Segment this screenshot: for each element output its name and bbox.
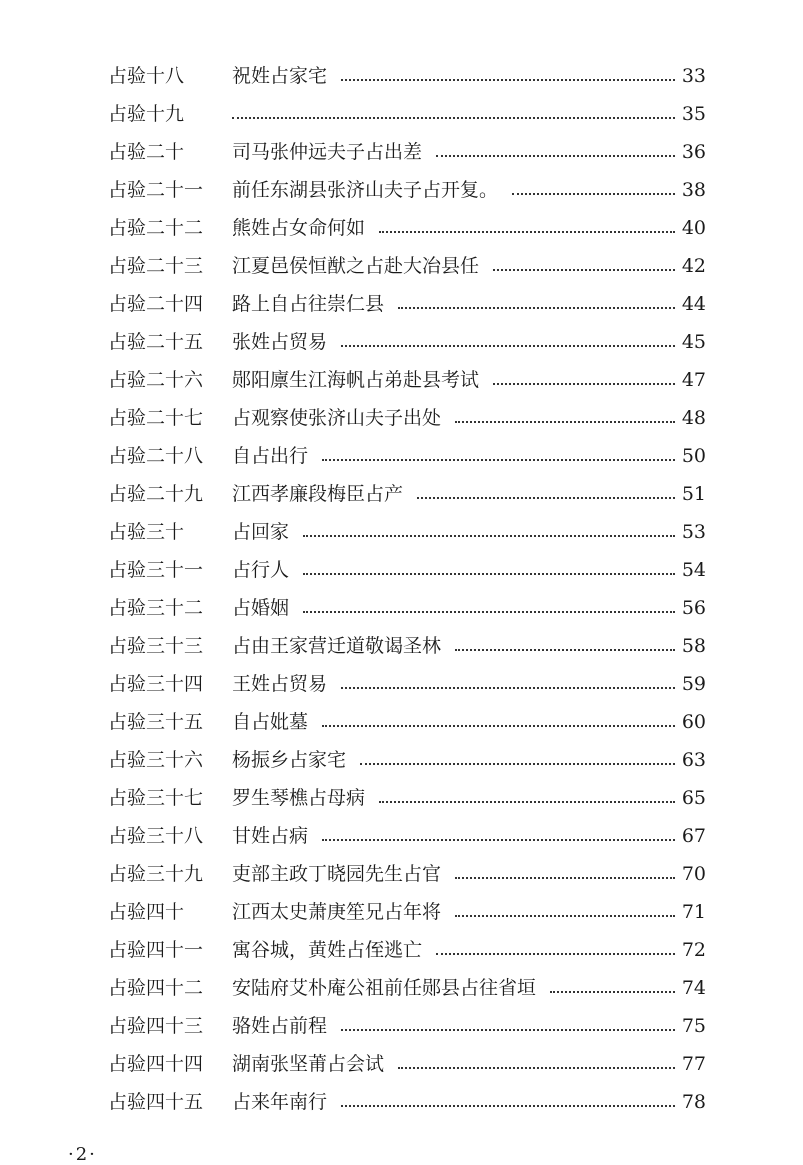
entry-title: 吏部主政丁晓园先生占官 — [232, 863, 442, 885]
entry-number: 占验三十六 — [108, 749, 204, 771]
entry-page: 74 — [681, 977, 706, 999]
entry-number: 占验四十四 — [108, 1053, 204, 1075]
entry-page: 56 — [681, 597, 706, 619]
entry-title: 占婚姻 — [232, 597, 290, 619]
entry-page: 75 — [681, 1015, 706, 1037]
toc-entry — [0, 893, 803, 931]
toc-entry — [0, 57, 803, 95]
entry-number: 占验四十五 — [108, 1091, 204, 1113]
entry-number: 占验二十七 — [108, 407, 204, 429]
entry-title: 前任东湖县张济山夫子占开复。 — [232, 179, 499, 201]
entry-number: 占验三十 — [108, 521, 185, 543]
dot-leader — [455, 649, 675, 651]
entry-number: 占验三十一 — [108, 559, 204, 581]
dot-leader — [341, 1029, 675, 1031]
toc-entry — [0, 475, 803, 513]
dot-leader — [550, 991, 675, 993]
entry-page: 38 — [681, 179, 706, 201]
dot-leader — [512, 193, 675, 195]
entry-page: 78 — [681, 1091, 706, 1113]
entry-page: 53 — [681, 521, 706, 543]
entry-number: 占验二十五 — [108, 331, 204, 353]
entry-title: 自占妣墓 — [232, 711, 309, 733]
dot-leader — [417, 497, 675, 499]
toc-entry — [0, 855, 803, 893]
entry-page: 40 — [681, 217, 706, 239]
toc-entry — [0, 171, 803, 209]
toc-entry — [0, 969, 803, 1007]
entry-title: 祝姓占家宅 — [232, 65, 328, 87]
entry-title: 自占出行 — [232, 445, 309, 467]
entry-page: 44 — [681, 293, 706, 315]
entry-number: 占验十八 — [108, 65, 185, 87]
entry-number: 占验三十八 — [108, 825, 204, 847]
entry-number: 占验三十九 — [108, 863, 204, 885]
entry-title: 占行人 — [232, 559, 290, 581]
toc-entry — [0, 817, 803, 855]
toc-entry — [0, 247, 803, 285]
dot-leader — [303, 573, 675, 575]
dot-leader — [322, 725, 675, 727]
dot-leader — [341, 345, 675, 347]
dot-leader — [379, 801, 675, 803]
entry-title: 江西孝廉段梅臣占产 — [232, 483, 404, 505]
entry-title: 杨振乡占家宅 — [232, 749, 347, 771]
entry-title: 占由王家营迁道敬谒圣林 — [232, 635, 442, 657]
toc-entry — [0, 931, 803, 969]
dot-leader — [398, 1067, 675, 1069]
dot-leader — [398, 307, 675, 309]
dot-leader — [341, 79, 675, 81]
entry-page: 60 — [681, 711, 706, 733]
entry-page: 71 — [681, 901, 706, 923]
entry-number: 占验二十九 — [108, 483, 204, 505]
toc-entry — [0, 589, 803, 627]
entry-page: 47 — [681, 369, 706, 391]
entry-page: 63 — [681, 749, 706, 771]
toc-entry — [0, 551, 803, 589]
entry-number: 占验二十六 — [108, 369, 204, 391]
entry-page: 45 — [681, 331, 706, 353]
entry-title: 熊姓占女命何如 — [232, 217, 366, 239]
toc-entry — [0, 1007, 803, 1045]
entry-title: 江夏邑侯恒猷之占赴大冶县任 — [232, 255, 480, 277]
dot-leader — [379, 231, 675, 233]
toc-entry — [0, 741, 803, 779]
entry-number: 占验二十三 — [108, 255, 204, 277]
entry-page: 35 — [681, 103, 706, 125]
entry-title: 路上自占往崇仁县 — [232, 293, 385, 315]
entry-title: 司马张仲远夫子占出差 — [232, 141, 423, 163]
toc-entry — [0, 399, 803, 437]
entry-title: 甘姓占病 — [232, 825, 309, 847]
dot-leader — [341, 1105, 675, 1107]
dot-leader — [322, 839, 675, 841]
entry-number: 占验三十三 — [108, 635, 204, 657]
entry-number: 占验二十一 — [108, 179, 204, 201]
entry-number: 占验二十二 — [108, 217, 204, 239]
toc-entry — [0, 513, 803, 551]
entry-number: 占验三十七 — [108, 787, 204, 809]
toc-entry — [0, 95, 803, 133]
entry-title: 骆姓占前程 — [232, 1015, 328, 1037]
entry-title: 张姓占贸易 — [232, 331, 328, 353]
entry-page: 59 — [681, 673, 706, 695]
entry-page: 42 — [681, 255, 706, 277]
dot-leader — [322, 459, 675, 461]
table-of-contents — [0, 57, 803, 1121]
toc-entry — [0, 665, 803, 703]
entry-number: 占验四十三 — [108, 1015, 204, 1037]
entry-title: 占观察使张济山夫子出处 — [232, 407, 442, 429]
entry-page: 77 — [681, 1053, 706, 1075]
entry-title: 安陆府艾朴庵公祖前任郧县占往省垣 — [232, 977, 537, 999]
entry-number: 占验三十二 — [108, 597, 204, 619]
entry-page: 58 — [681, 635, 706, 657]
dot-leader — [341, 687, 675, 689]
entry-number: 占验三十五 — [108, 711, 204, 733]
entry-title: 郧阳廪生江海帆占弟赴县考试 — [232, 369, 480, 391]
dot-leader — [360, 763, 675, 765]
toc-entry — [0, 1083, 803, 1121]
entry-page: 65 — [681, 787, 706, 809]
entry-number: 占验十九 — [108, 103, 185, 125]
entry-page: 51 — [681, 483, 706, 505]
entry-page: 72 — [681, 939, 706, 961]
entry-number: 占验二十 — [108, 141, 185, 163]
toc-entry — [0, 285, 803, 323]
entry-page: 54 — [681, 559, 706, 581]
entry-page: 70 — [681, 863, 706, 885]
toc-entry — [0, 209, 803, 247]
entry-number: 占验二十八 — [108, 445, 204, 467]
entry-number: 占验四十 — [108, 901, 185, 923]
toc-entry — [0, 1045, 803, 1083]
dot-leader — [455, 877, 675, 879]
toc-entry — [0, 779, 803, 817]
entry-title: 罗生琴樵占母病 — [232, 787, 366, 809]
toc-entry — [0, 133, 803, 171]
dot-leader — [493, 383, 675, 385]
entry-title: 江西太史萧庚笙兄占年将 — [232, 901, 442, 923]
entry-page: 36 — [681, 141, 706, 163]
dot-leader — [493, 269, 675, 271]
toc-entry — [0, 323, 803, 361]
dot-leader — [232, 117, 675, 119]
dot-leader — [455, 421, 675, 423]
entry-number: 占验二十四 — [108, 293, 204, 315]
toc-entry — [0, 437, 803, 475]
entry-page: 33 — [681, 65, 706, 87]
page-number: ·2· — [68, 1144, 97, 1165]
dot-leader — [436, 155, 675, 157]
dot-leader — [436, 953, 675, 955]
entry-title: 占回家 — [232, 521, 290, 543]
entry-number: 占验四十二 — [108, 977, 204, 999]
entry-number: 占验四十一 — [108, 939, 204, 961]
entry-title: 湖南张坚莆占会试 — [232, 1053, 385, 1075]
entry-page: 50 — [681, 445, 706, 467]
toc-entry — [0, 627, 803, 665]
dot-leader — [455, 915, 675, 917]
dot-leader — [303, 535, 675, 537]
entry-title: 王姓占贸易 — [232, 673, 328, 695]
entry-page: 67 — [681, 825, 706, 847]
toc-entry — [0, 361, 803, 399]
entry-page: 48 — [681, 407, 706, 429]
entry-title: 占来年南行 — [232, 1091, 328, 1113]
dot-leader — [303, 611, 675, 613]
entry-number: 占验三十四 — [108, 673, 204, 695]
toc-entry — [0, 703, 803, 741]
entry-title: 寓谷城，黄姓占侄逃亡 — [232, 939, 423, 961]
